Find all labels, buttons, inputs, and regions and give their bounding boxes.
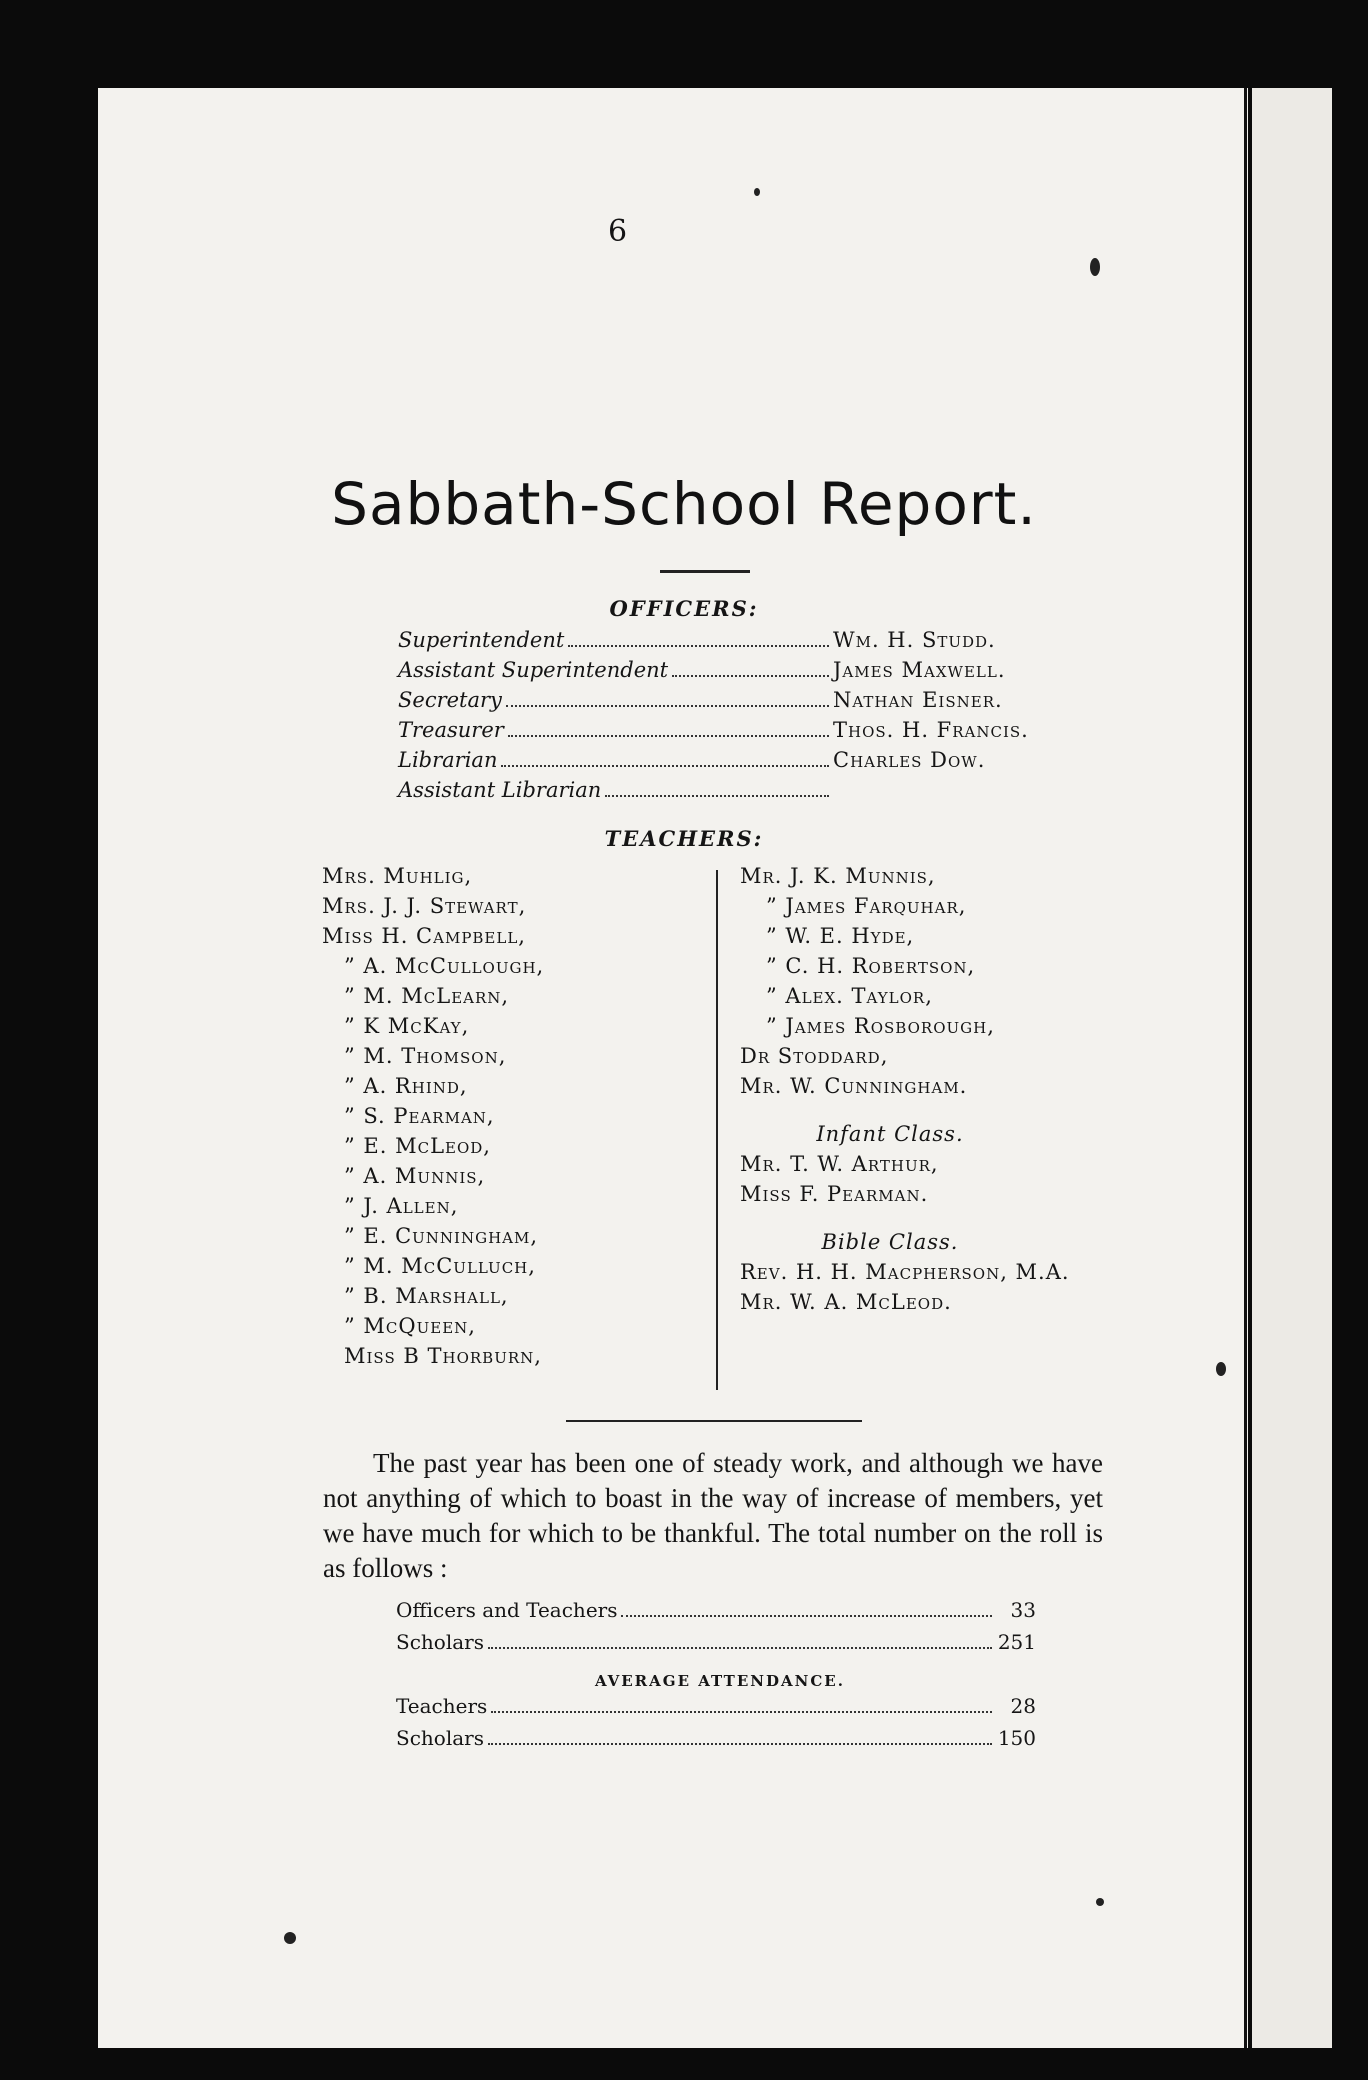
officer-name: Wm. H. Studd.: [833, 628, 996, 652]
teachers-right-column: [740, 864, 1070, 1320]
attendance-label: Scholars: [396, 1726, 484, 1750]
attendance-row: [396, 1726, 1036, 1756]
officer-row: [398, 658, 1078, 688]
teacher-entry: ” A. Rhind,: [344, 1074, 468, 1098]
teacher-entry: ” Alex. Taylor,: [766, 984, 933, 1008]
roll-row: [396, 1630, 1036, 1660]
scan-speck: [1096, 1898, 1104, 1906]
teacher-entry: ” C. H. Robertson,: [766, 954, 976, 978]
teacher-entry: ” M. Thomson,: [344, 1044, 507, 1068]
leader-dots: [501, 764, 829, 767]
teacher-entry: Dr Stoddard,: [740, 1044, 889, 1068]
scan-speck: [284, 1932, 296, 1944]
officer-role: Secretary: [398, 688, 502, 712]
roll-value: 251: [997, 1630, 1036, 1654]
roll-row: [396, 1598, 1036, 1628]
officer-role: Assistant Superintendent: [398, 658, 669, 682]
adjacent-page-edge: [1252, 88, 1332, 2048]
officers-heading: OFFICERS:: [609, 596, 759, 621]
attendance-value: 150: [997, 1726, 1036, 1750]
teachers-heading: TEACHERS:: [604, 826, 764, 851]
page-number: 6: [608, 214, 628, 249]
teacher-entry: Mrs. Muhlig,: [322, 864, 473, 888]
officer-row: [398, 628, 1078, 658]
scan-speck: [754, 188, 760, 196]
leader-dots: [488, 1646, 992, 1649]
teacher-entry: ” James Farquhar,: [766, 894, 967, 918]
officer-role: Librarian: [398, 748, 498, 772]
page-title: Sabbath-School Report.: [331, 470, 1037, 538]
infant-class-entry: Mr. T. W. Arthur,: [740, 1152, 939, 1176]
leader-dots: [488, 1742, 992, 1745]
teacher-entry: Miss B Thorburn,: [344, 1344, 542, 1368]
officer-name: Nathan Eisner.: [833, 688, 1003, 712]
scan-speck: [1216, 1362, 1226, 1376]
officer-name: Thos. H. Francis.: [833, 718, 1029, 742]
leader-dots: [491, 1710, 992, 1713]
teacher-entry: ” A. Munnis,: [344, 1164, 486, 1188]
leader-dots: [508, 734, 829, 737]
teacher-entry: Miss H. Campbell,: [322, 924, 526, 948]
leader-dots: [605, 794, 829, 797]
teacher-entry: Mr. J. K. Munnis,: [740, 864, 936, 888]
leader-dots: [506, 704, 829, 707]
bible-class-entry: Rev. H. H. Macpherson, M.A.: [740, 1260, 1070, 1284]
page-binding-line: [1244, 88, 1247, 2048]
officer-role: Assistant Librarian: [398, 778, 602, 802]
officer-role: Treasurer: [398, 718, 504, 742]
teacher-entry: ” M. McCulluch,: [344, 1254, 536, 1278]
teacher-entry: ” B. Marshall,: [344, 1284, 509, 1308]
officer-row: [398, 748, 1078, 778]
attendance-row: [396, 1694, 1036, 1724]
section-rule: [566, 1420, 862, 1422]
teacher-entry: ” J. Allen,: [344, 1194, 459, 1218]
attendance-value: 28: [1010, 1694, 1036, 1718]
infant-class-heading: Infant Class.: [816, 1122, 964, 1146]
teacher-entry: ” E. McLeod,: [344, 1134, 491, 1158]
teacher-entry: ” James Rosborough,: [766, 1014, 995, 1038]
teacher-entry: ” A. McCullough,: [344, 954, 545, 978]
title-rule: [660, 570, 750, 573]
leader-dots: [621, 1614, 992, 1617]
teacher-entry: ” E. Cunningham,: [344, 1224, 539, 1248]
officer-row: [398, 718, 1078, 748]
attendance-heading: AVERAGE ATTENDANCE.: [595, 1672, 845, 1690]
teacher-entry: ” W. E. Hyde,: [766, 924, 915, 948]
roll-label: Scholars: [396, 1630, 484, 1654]
infant-class-entry: Miss F. Pearman.: [740, 1182, 929, 1206]
officer-row: [398, 778, 1078, 808]
teacher-entry: Mrs. J. J. Stewart,: [322, 894, 527, 918]
teacher-entry: ” M. McLearn,: [344, 984, 510, 1008]
bible-class-entry: Mr. W. A. McLeod.: [740, 1290, 952, 1314]
column-divider: [716, 870, 718, 1390]
officer-role: Superintendent: [398, 628, 565, 652]
officer-row: [398, 688, 1078, 718]
roll-value: 33: [1010, 1598, 1036, 1622]
attendance-label: Teachers: [396, 1694, 488, 1718]
teacher-entry: ” K McKay,: [344, 1014, 470, 1038]
leader-dots: [672, 674, 829, 677]
roll-label: Officers and Teachers: [396, 1598, 618, 1622]
teacher-entry: ” S. Pearman,: [344, 1104, 495, 1128]
teacher-entry: Mr. W. Cunningham.: [740, 1074, 968, 1098]
officer-name: James Maxwell.: [833, 658, 1006, 682]
scan-speck: [1090, 258, 1100, 276]
report-paragraph: The past year has been one of steady work, and although we have not anything of which to boast in the way of increase of members, yet we have much for which to be thankful. The total number on the roll is as follows :: [323, 1448, 1103, 1583]
leader-dots: [568, 644, 829, 647]
teacher-entry: ” McQueen,: [344, 1314, 476, 1338]
bible-class-heading: Bible Class.: [821, 1230, 959, 1254]
officer-name: Charles Dow.: [833, 748, 986, 772]
teachers-left-column: [322, 864, 544, 1374]
